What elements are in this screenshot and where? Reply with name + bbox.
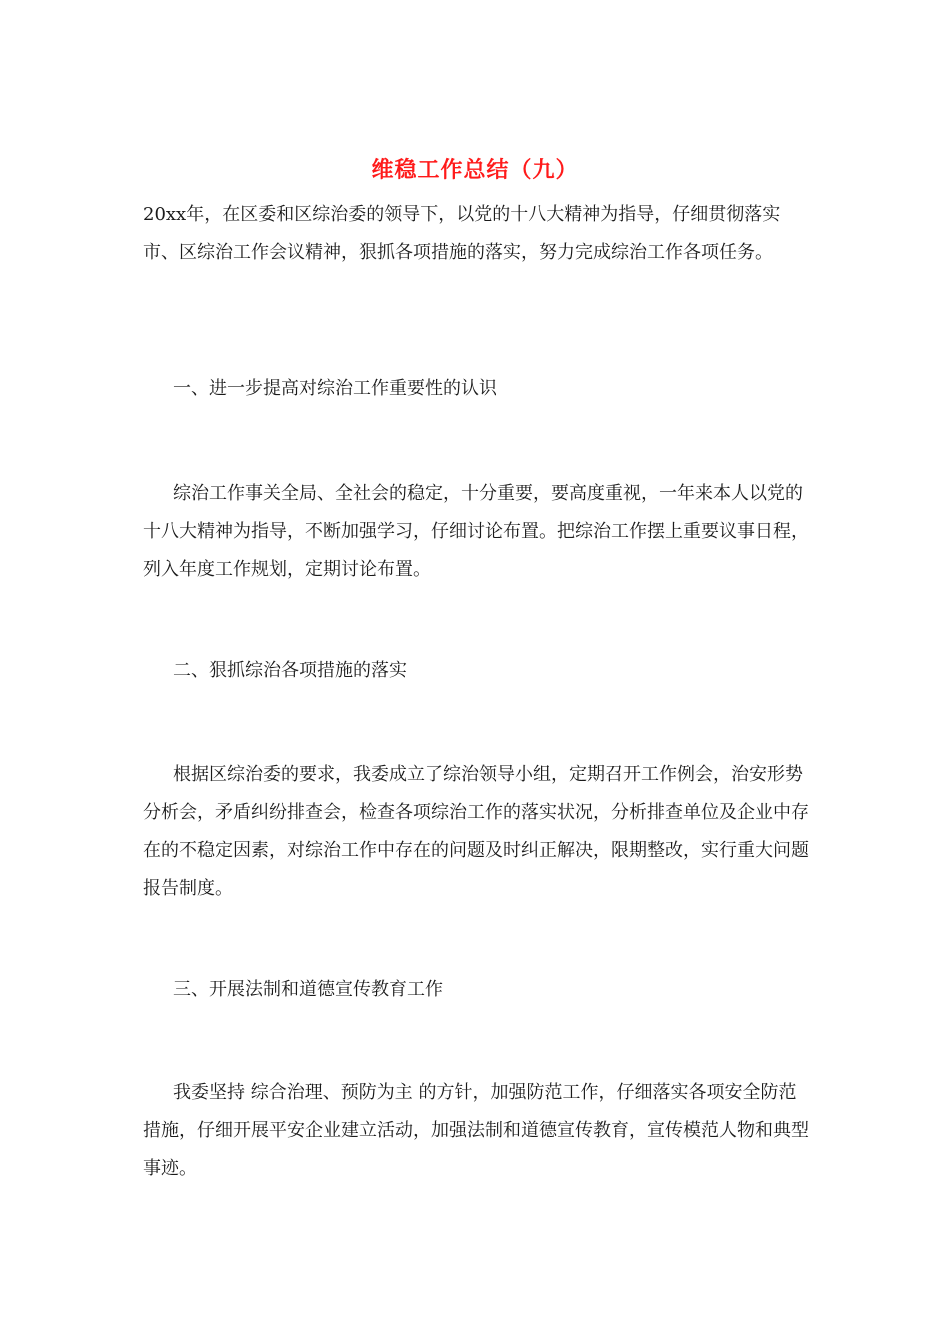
intro-paragraph: 20xx年，在区委和区综治委的领导下，以党的十八大精神为指导，仔细贯彻落实市、区综治工作会议精神，狠抓各项措施的落实，努力完成综治工作各项任务。 <box>143 204 781 263</box>
section-1-body: 综治工作事关全局、全社会的稳定，十分重要，要高度重视，一年来本人以党的十八大精神为指导，不断加强学习，仔细讨论布置。把综治工作摆上重要议事日程，列入年度工作规划，定期讨论布置。 <box>143 483 809 580</box>
section-1-heading: 一、进一步提高对综治工作重要性的认识 <box>173 378 497 399</box>
section-2-heading: 二、狠抓综治各项措施的落实 <box>173 660 407 681</box>
section-3-body: 我委坚持 综合治理、预防为主 的方针，加强防范工作，仔细落实各项安全防范措施，仔细开展平安企业建立活动，加强法制和道德宣传教育，宣传模范人物和典型事迹。 <box>143 1082 809 1179</box>
section-3-heading: 三、开展法制和道德宣传教育工作 <box>173 979 443 1000</box>
document-title: 维稳工作总结（九） <box>371 157 579 183</box>
section-2-body: 根据区综治委的要求，我委成立了综治领导小组，定期召开工作例会，治安形势分析会，矛盾纠纷排查会，检查各项综治工作的落实状况，分析排查单位及企业中存在的不稳定因素，对综治工作中存在的问题及时纠正解决，限期整改，实行重大问题报告制度。 <box>143 764 809 899</box>
